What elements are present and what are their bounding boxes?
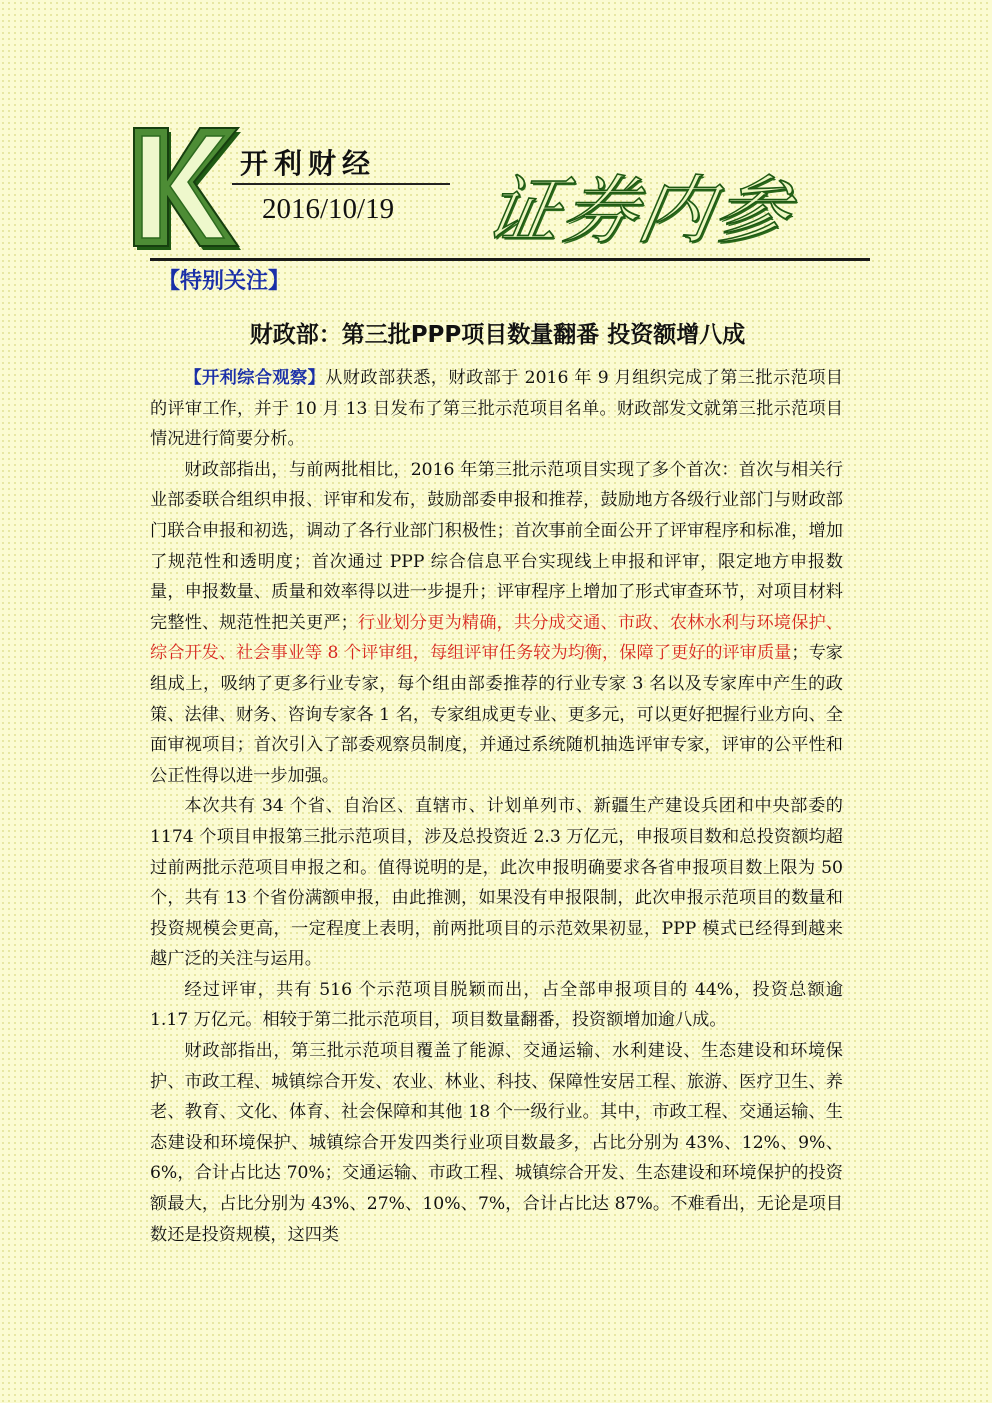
paragraph-2-text: 财政部指出，与前两批相比，2016 年第三批示范项目实现了多个首次：首次与相关行业部委联合组织申报、评审和发布，鼓励部委申报和推荐，鼓励地方各级行业部门与财政部门联合申报和初选，调动了各行业部门积极性；首次事前全面公开了评审程序和标准，增加了规范性和透明度；首次通过 PPP 综合信息平台实现线上申报和评审，限定地方申报数量，申报数量、质量和效率得以进一步提升；评审程序上增加了形式审查环节，对项目材料完整性、规范性把关更严； [150,459,843,633]
article-body [150,363,843,1250]
paragraph-5: 财政部指出，第三批示范项目覆盖了能源、交通运输、水利建设、生态建设和环境保护、市政工程、城镇综合开发、农业、林业、科技、保障性安居工程、旅游、医疗卫生、养老、教育、文化、体育、社会保障和其他 18 个一级行业。其中，市政工程、交通运输、生态建设和环境保护、城镇综合开发四类行业项目数最多，占比分别为 43%、12%、9%、6%，合计占比达 70%；交通运输、市政工程、城镇综合开发、生态建设和环境保护的投资额最大，占比分别为 43%、27%、10%、7%，合计占比达 87%。不难看出，无论是项目数还是投资规模，这四类 [150,1041,843,1245]
paragraph-2 [150,455,843,792]
masthead-header [0,0,992,294]
article-title: 财政部：第三批PPP项目数量翻番 投资额增八成 [249,322,746,348]
publication-date: 2016/10/19 [262,193,395,225]
header-divider [150,258,870,261]
k-logo [130,120,242,255]
paragraph-1-text: 从财政部获悉，财政部于 2016 年 9 月组织完成了第三批示范项目的评审工作，并于 10 月 13 日发布了第三批示范项目名单。财政部发文就第三批示范项目情况进行简要分析。 [150,368,843,450]
highlighted-text: 行业划分更为精确，共分成交通、市政、农林水利与环境保护、综合开发、社会事业等 8 个评审组，每组评审任务较为均衡，保障了更好的评审质量 [150,612,843,664]
masthead-title: 证券内参 [479,168,799,254]
brand-name: 开利财经 [240,147,377,180]
paragraph-1 [150,363,843,455]
paragraph-3: 本次共有 34 个省、自治区、直辖市、计划单列市、新疆生产建设兵团和中央部委的 1174 个项目申报第三批示范项目，涉及总投资近 2.3 万亿元，申报项目数和总投资额均超过前两批示范项目申报之和。值得说明的是，此次申报明确要求各省申报项目数上限为 50 个，共有 13 个省份满额申报，由此推测，如果没有申报限制，此次申报示范项目的数量和投资规模会更高，一定程度上表明，前两批项目的示范效果初显，PPP 模式已经得到越来越广泛的关注与运用。 [150,796,843,970]
paragraph-4: 经过评审，共有 516 个示范项目脱颖而出，占全部申报项目的 44%，投资总额逾 1.17 万亿元。相较于第二批示范项目，项目数量翻番，投资额增加逾八成。 [150,979,843,1031]
brand-underline [232,183,450,185]
section-tag: 【特别关注】 [158,269,291,294]
paragraph-2-text-continued: ；专家组成上，吸纳了更多行业专家，每个组由部委推荐的行业专家 3 名以及专家库中产生的政策、法律、财务、咨询专家各 1 名，专家组成更专业、更多元，可以更好把握行业方向、全面审视项目；首次引入了部委观察员制度，并通过系统随机抽选评审专家，评审的公平性和公正性得以进一步加强。 [150,643,843,786]
lead-label: 【开利综合观察】 [184,368,326,388]
